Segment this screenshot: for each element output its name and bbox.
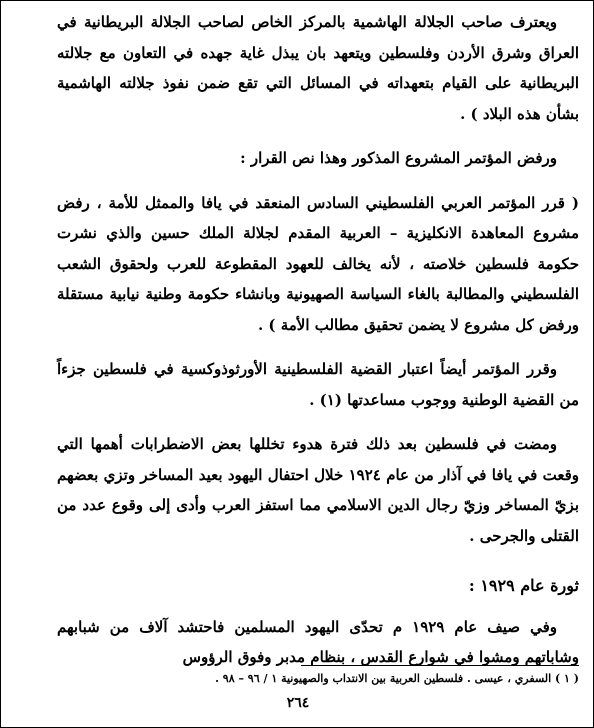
paragraph-orthodox-question: وقرر المؤتمر أيضاً اعتبار القضية الفلسطينية الأورثوذوكسية في فلسطين جزءاً من القضية الوطنية ووجوب مساعدتها (١) . bbox=[57, 360, 579, 409]
body-text bbox=[57, 7, 579, 673]
footnote: ( ١ ) السفري ، عيسى . فلسطين العربية بين الانتداب والصهيونية ١ / ٩٦ – ٩٨ . bbox=[215, 672, 579, 685]
footnote-divider bbox=[301, 665, 579, 666]
paragraph-resolution-quote: ( قرر المؤتمر العربي الفلسطيني السادس المنعقد في يافا والممثل للأمة ، رفض مشروع المعاهدة الانكليزية – العربية المقدم لجلالة الملك حسين والذي نشرت حكومة فلسطين خلاصته ، لأنه يخالف للعهود المقطوعة للعرب ولحقوق الشعب الفلسطيني والمطالبة بالغاء السياسة الصهيونية وبانشاء حكومة وطنية نيابية مستقلة ورفض كل مشروع لا يضمن تحقيق مطالب الأمة ) . bbox=[57, 193, 579, 334]
paragraph-congress-rejection: ورفض المؤتمر المشروع المذكور وهذا نص القرار : bbox=[240, 149, 557, 167]
section-heading: ثورة عام ١٩٢٩ : bbox=[468, 576, 579, 595]
paragraph-treaty-recognition: ويعترف صاحب الجلالة الهاشمية بالمركز الخاص لصاحب الجلالة البريطانية في العراق وشرق الأردن وفلسطين ويتعهد بان يبذل غاية جهده في التعاون مع جلالته البريطانية على القيام بتعهداته في المسائل التي تقع ضمن نفوذ جلالته الهاشمية بشأن هذه البلاد ) . bbox=[57, 13, 579, 123]
paragraph-summer-1929: وفي صيف عام ١٩٢٩ م تحدّى اليهود المسلمين فاحتشد آلاف من شبابهم وشاباتهم ومشوا في شوارع القدس ، بنظام مدبر وفوق الرؤوس bbox=[57, 617, 579, 666]
paragraph-jaffa-disturbances: ومضت في فلسطين بعد ذلك فترة هدوء تخللها بعض الاضطرابات أهمها التي وقعت في يافا في آذار من عام ١٩٢٤ خلال احتفال اليهود بعيد المساخر وتزي بعضهم بزيّ المساخر وزيّ رجال الدين الاسلامي مما استفز العرب وأدى إلى وقوع عدد من القتلى والجرحى . bbox=[57, 435, 579, 545]
page-number: ٢٦٤ bbox=[286, 695, 310, 711]
